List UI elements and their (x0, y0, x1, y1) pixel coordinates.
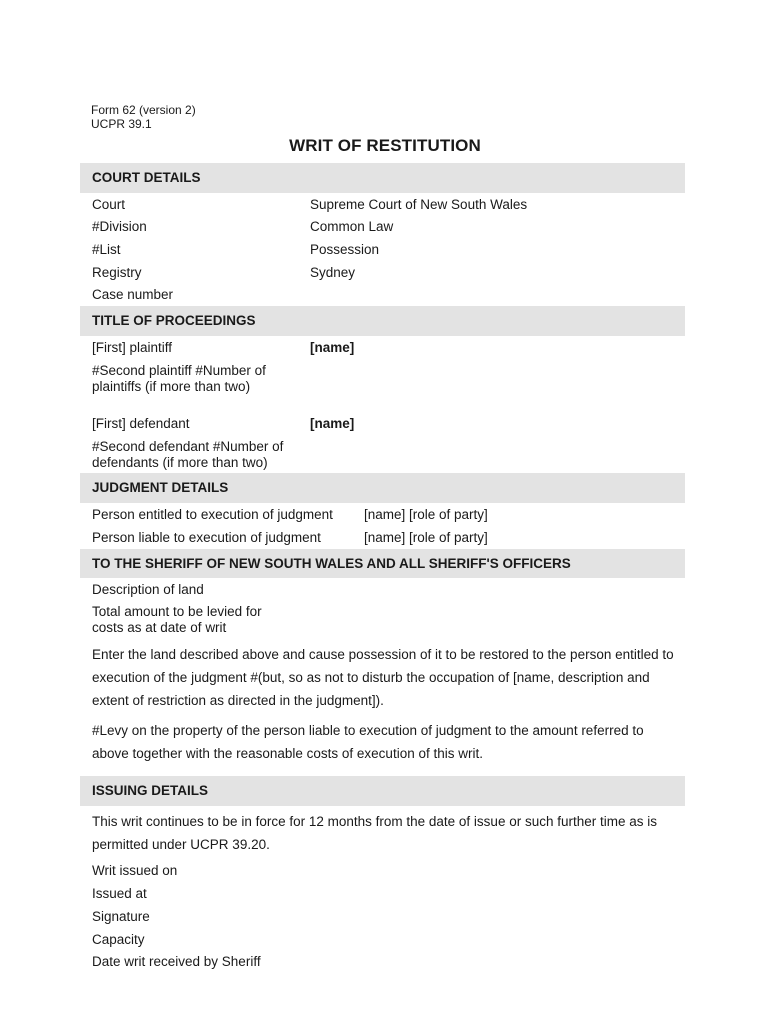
section-heading-issuing-details: ISSUING DETAILS (80, 776, 685, 806)
list-label: #List (92, 242, 121, 257)
form-number: Form 62 (version 2) (91, 103, 196, 117)
second-defendant-label-line1: #Second defendant #Number of (92, 439, 284, 454)
court-label: Court (92, 197, 126, 212)
total-amount-label-line1: Total amount to be levied for (92, 604, 262, 619)
signature-label: Signature (92, 909, 150, 924)
capacity-label: Capacity (92, 932, 145, 947)
second-plaintiff-label-line1: #Second plaintiff #Number of (92, 363, 266, 378)
division-value: Common Law (310, 219, 394, 234)
writ-issued-on-label: Writ issued on (92, 863, 178, 878)
issuing-paragraph: This writ continues to be in force for 12 months from the date of issue or such further time as is permitted under UCPR 39.20. (92, 814, 658, 852)
person-entitled-label: Person entitled to execution of judgment (92, 507, 333, 522)
levy-paragraph: #Levy on the property of the person liable to execution of judgment to the amount referred to above together with the reasonable costs of execution of this writ. (92, 723, 644, 761)
document-title: WRIT OF RESTITUTION (289, 136, 481, 155)
registry-label: Registry (92, 265, 142, 280)
division-label: #Division (92, 219, 147, 234)
case-number-label: Case number (92, 287, 174, 302)
second-defendant-label (92, 439, 283, 471)
first-plaintiff-value: [name] (310, 340, 355, 355)
section-heading-judgment-details: JUDGMENT DETAILS (80, 473, 685, 503)
restitution-paragraph: Enter the land described above and cause possession of it to be restored to the person entitled to execution of the judgment #(but, so as not to disturb the occupation of [name, description and extent of restriction as directed in the judgment]). (92, 647, 674, 708)
person-entitled-value: [name] [role of party] (364, 507, 488, 522)
person-liable-label: Person liable to execution of judgment (92, 530, 321, 545)
date-received-label: Date writ received by Sheriff (92, 954, 261, 969)
form-meta (91, 103, 196, 131)
section-heading-court-details: COURT DETAILS (80, 163, 685, 193)
first-defendant-value: [name] (310, 416, 355, 431)
section-heading-sheriff: TO THE SHERIFF OF NEW SOUTH WALES AND ALL SHERIFF'S OFFICERS (80, 549, 685, 578)
first-defendant-label: [First] defendant (92, 416, 190, 431)
registry-value: Sydney (310, 265, 356, 280)
issued-at-label: Issued at (92, 886, 147, 901)
second-plaintiff-label-line2: plaintiffs (if more than two) (92, 379, 251, 394)
list-value: Possession (310, 242, 380, 257)
first-plaintiff-label: [First] plaintiff (92, 340, 173, 355)
rule-reference: UCPR 39.1 (91, 117, 152, 131)
total-amount-label (92, 604, 262, 636)
total-amount-label-line2: costs as at date of writ (92, 620, 227, 635)
court-value: Supreme Court of New South Wales (310, 197, 528, 212)
second-plaintiff-label (92, 363, 266, 395)
second-defendant-label-line2: defendants (if more than two) (92, 455, 268, 470)
section-heading-title-of-proceedings: TITLE OF PROCEEDINGS (80, 306, 685, 336)
description-of-land-label: Description of land (92, 582, 204, 597)
person-liable-value: [name] [role of party] (364, 530, 488, 545)
